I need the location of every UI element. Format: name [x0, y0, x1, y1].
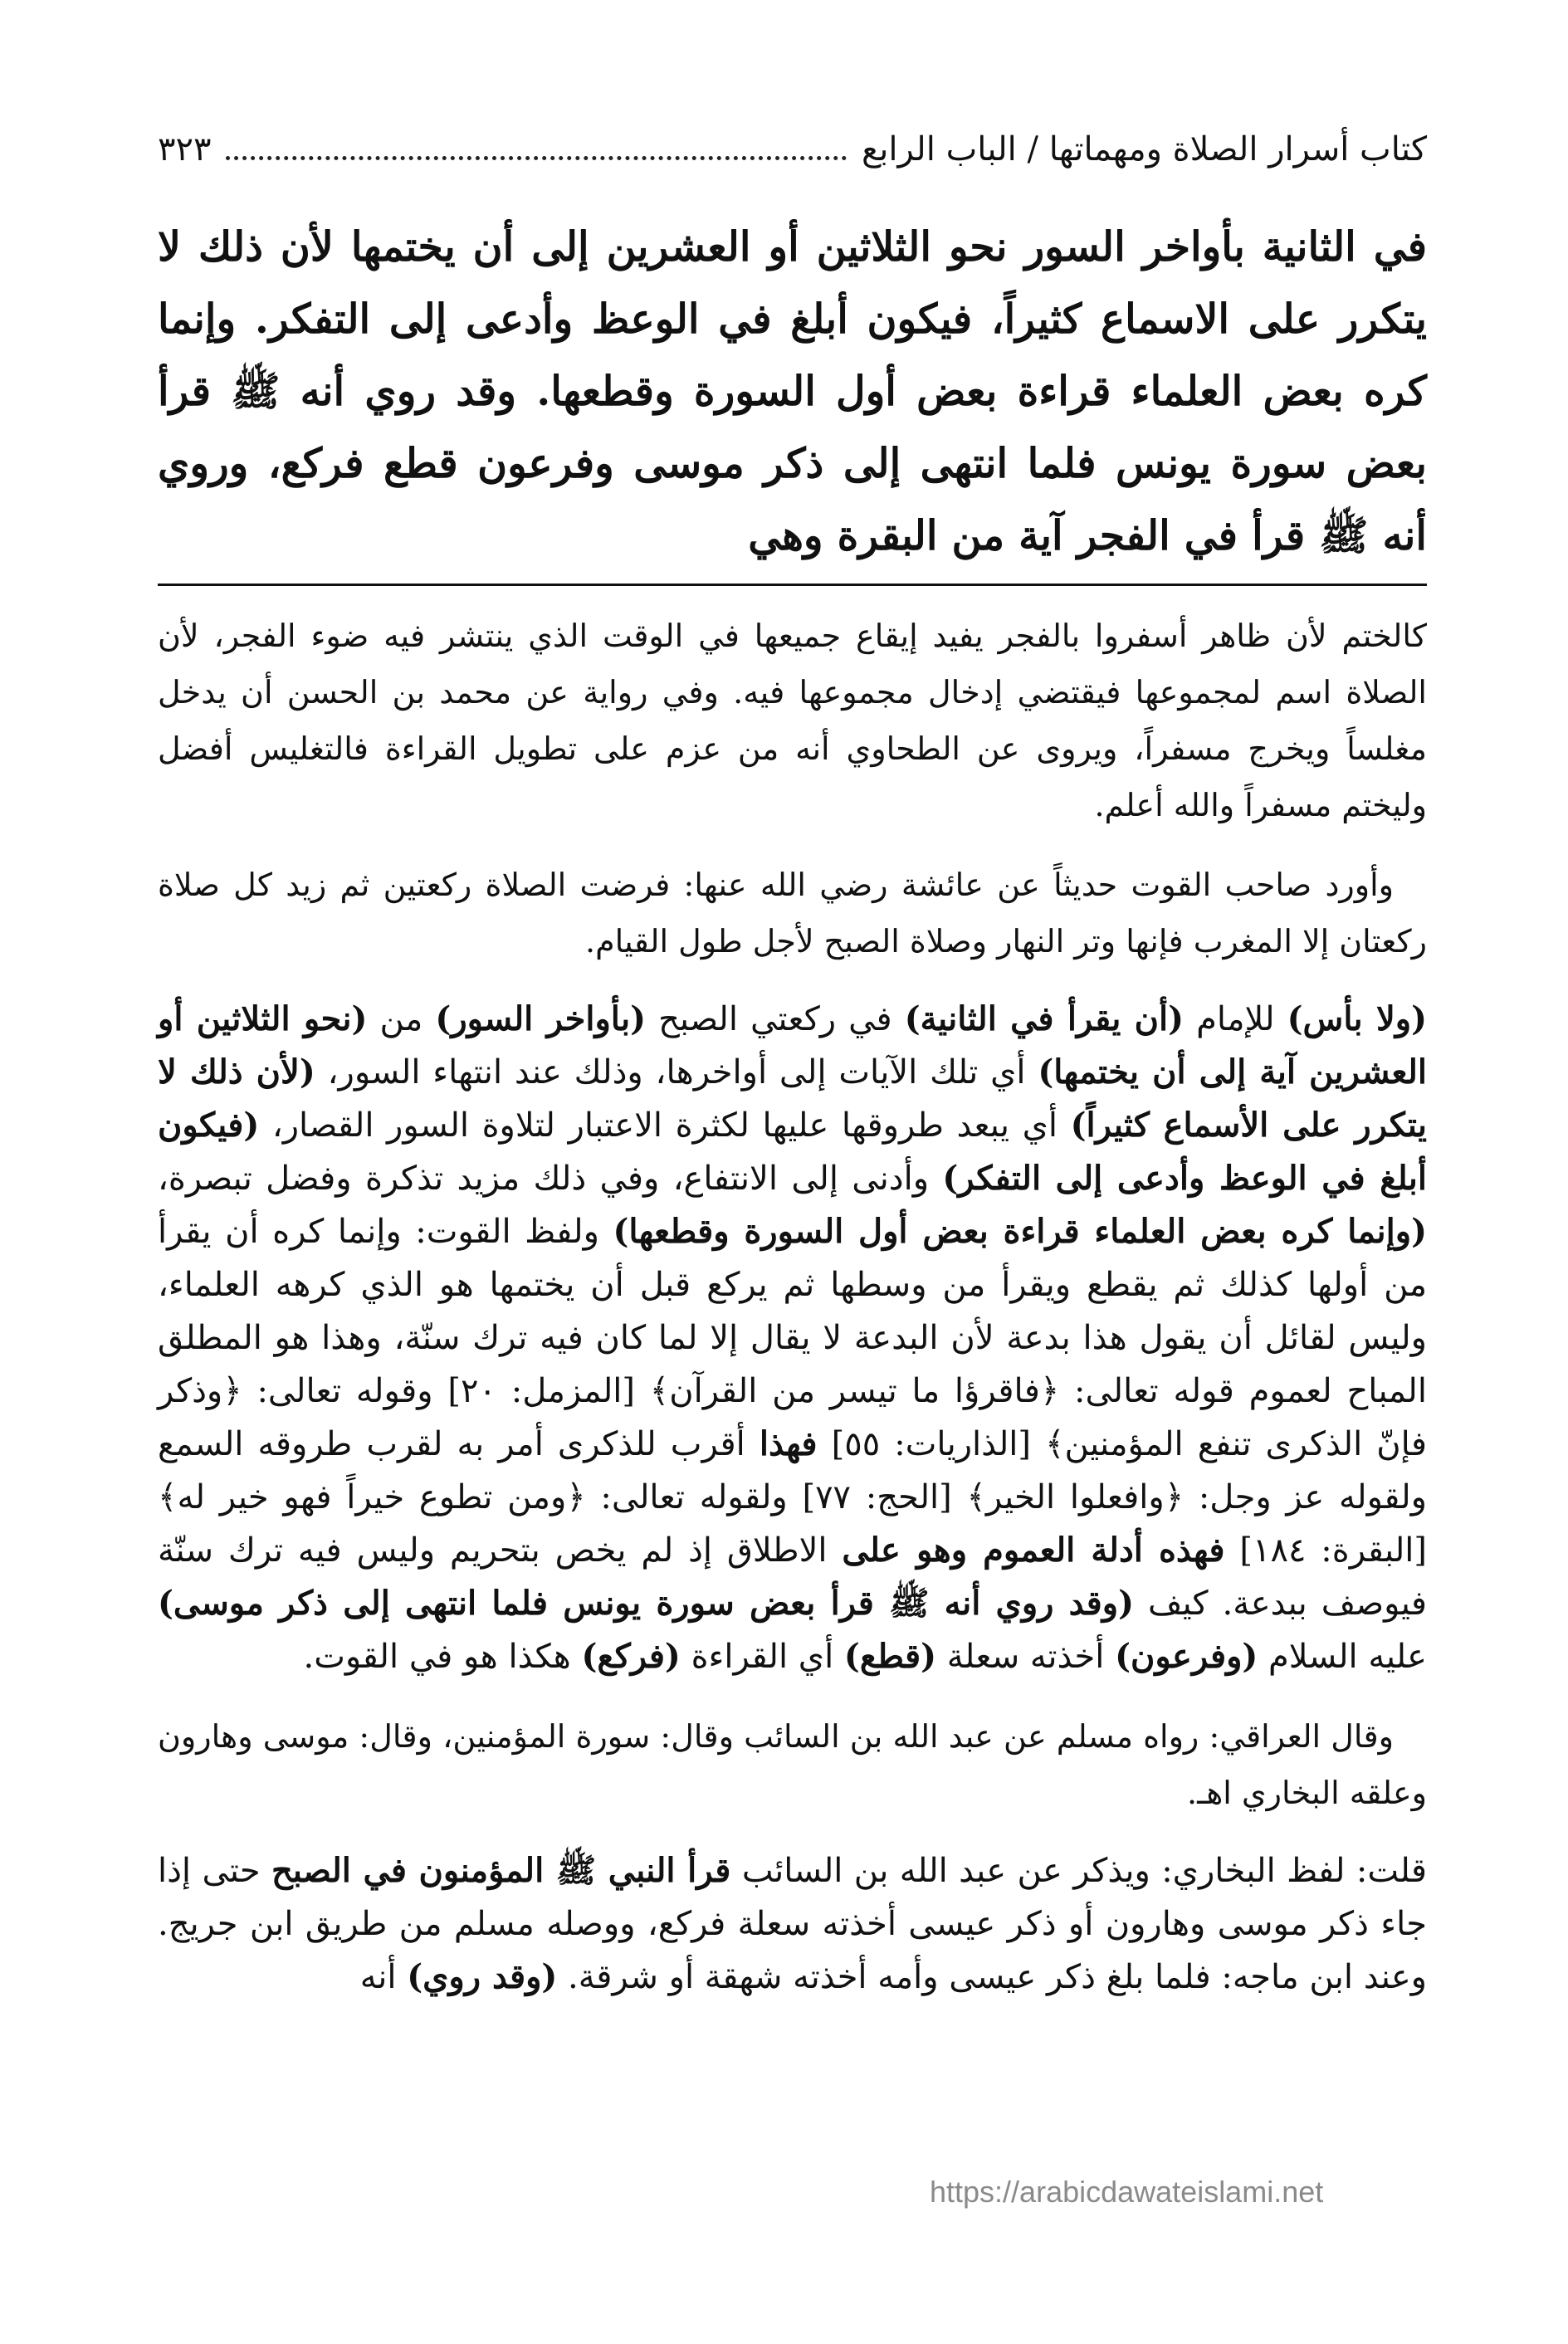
footnote-paragraph-1: كالختم لأن ظاهر أسفروا بالفجر يفيد إيقاع جميعها في الوقت الذي ينتشر فيه ضوء الفجر، لأن الصلاة اسم لمجموعها فيقتضي إدخال مجموعها فيه. وفي رواية عن محمد بن الحسن أن يدخل مغلساً ويخرج مسفراً، ويروى عن الطحاوي أنه من عزم على تطويل القراءة فالتغليس أفضل وليختم مسفراً والله أعلم. — [158, 618, 1427, 823]
matn-quote: (قطع) — [843, 1637, 936, 1676]
bold-phrase: فهذه أدلة العموم وهو على — [842, 1531, 1225, 1570]
running-head-title: كتاب أسرار الصلاة ومهماتها / الباب الرابع — [861, 130, 1427, 168]
sharh-text: عليه السلام — [1258, 1638, 1427, 1676]
sharh-text: للإمام — [1184, 1000, 1287, 1038]
matn-quote: (وفرعون) — [1115, 1637, 1258, 1676]
sharh-text: أي يبعد طروقها عليها لكثرة الاعتبار لتلاوة السور القصار، — [259, 1106, 1071, 1145]
running-head — [158, 125, 1427, 174]
matn-quote: (نحو الثلاثين أو العشرين آية إلى أن يختمها) — [158, 999, 1427, 1091]
watermark-url: https://arabicdawateislami.net — [930, 2175, 1324, 2209]
footnotes — [158, 608, 1427, 969]
sharh-text: وأدنى إلى الانتفاع، وفي ذلك مزيد تذكرة وفضل تبصرة، — [158, 1160, 943, 1198]
iraqi-note-text: وقال العراقي: رواه مسلم عن عبد الله بن السائب وقال: سورة المؤمنين، وقال: موسى وهارون وعلقه البخاري اهـ. — [158, 1718, 1427, 1811]
iraqi-note — [158, 1708, 1427, 1821]
matn-quote: (فركع) — [581, 1637, 681, 1676]
dotted-leader — [226, 156, 847, 160]
bold-phrase: قرأ النبي ﷺ المؤمنون في الصبح — [271, 1851, 731, 1890]
closing-text: أنه — [359, 1958, 408, 1996]
page-number: ٣٢٣ — [158, 130, 212, 168]
matn-quote: (وإنما كره بعض العلماء قراءة بعض أول السورة وقطعها) — [613, 1212, 1428, 1251]
sharh-text: من — [367, 1000, 436, 1038]
matn-quote: (وقد روي أنه ﷺ قرأ بعض سورة يونس فلما انتهى إلى ذكر موسى) — [158, 1584, 1135, 1623]
closing-paragraph — [158, 1844, 1427, 2004]
sharh-text: الاطلاق إذ لم يخص بتحريم وليس فيه ترك سنّة فيوصف ببدعة. كيف — [158, 1531, 1427, 1623]
main-text: في الثانية بأواخر السور نحو الثلاثين أو العشرين إلى أن يختمها لأن ذلك لا يتكرر على الاسماع كثيراً، فيكون أبلغ في الوعظ وأدعى إلى التفكر. وإنما كره بعض العلماء قراءة بعض أول السورة وقطعها. وقد روي أنه ﷺ قرأ بعض سورة يونس فلما انتهى إلى ذكر موسى وفرعون قطع فركع، وروي أنه ﷺ قرأ في الفجر آية من البقرة وهي — [158, 222, 1427, 559]
footnote-paragraph-2: وأورد صاحب القوت حديثاً عن عائشة رضي الله عنها: فرضت الصلاة ركعتين ثم زيد كل صلاة ركعتان إلا المغرب فإنها وتر النهار وصلاة الصبح لأجل طول القيام. — [158, 867, 1427, 960]
closing-text: قلت: لفظ البخاري: ويذكر عن عبد الله بن السائب — [730, 1852, 1427, 1890]
commentary-paragraph — [158, 993, 1427, 1683]
footnote-divider — [158, 584, 1427, 586]
sharh-text: أي القراءة — [680, 1638, 844, 1676]
closing-text: حتى إذا جاء ذكر موسى وهارون أو ذكر عيسى أخذته سعلة فركع، ووصله مسلم من طريق ابن جريج. وعند ابن ماجه: فلما بلغ ذكر عيسى وأمه أخذته شهقة أو شرقة. — [158, 1852, 1427, 1996]
sharh-text: هكذا هو في القوت. — [303, 1638, 582, 1676]
sharh-text: في ركعتي الصبح — [646, 1000, 905, 1038]
sharh-text: أقرب للذكرى أمر به لقرب طروقه السمع ولقوله عز وجل: ﴿وافعلوا الخير﴾ [الحج: ٧٧] ولقوله تعالى: ﴿ومن تطوع خيراً فهو خير له﴾ [البقرة: ١٨٤] — [158, 1425, 1428, 1570]
sharh-text: أي تلك الآيات إلى أواخرها، وذلك عند انتهاء السور، — [315, 1053, 1038, 1091]
matn-quote: (فيكون أبلغ في الوعظ وأدعى إلى التفكر) — [158, 1106, 1427, 1198]
sharh-text: أخذته سعلة — [936, 1638, 1116, 1676]
matn-quote: (ولا بأس) — [1287, 999, 1428, 1038]
bold-phrase: فهذا — [759, 1424, 818, 1463]
matn-quote: (وقد روي) — [407, 1957, 558, 1996]
matn-quote: (لأن ذلك لا يتكرر على الأسماع كثيراً) — [158, 1052, 1427, 1145]
matn-quote: (بأواخر السور) — [435, 999, 647, 1038]
matn-quote: (أن يقرأ في الثانية) — [904, 999, 1185, 1038]
sharh-text: ولفظ القوت: وإنما كره أن يقرأ من أولها كذلك ثم يقطع ويقرأ من وسطها ثم يركع قبل أن يختمها هو الذي كرهه العلماء، وليس لقائل أن يقول هذا بدعة لأن البدعة لا يقال إلا لما كان فيه ترك سنّة، وهذا هو المطلق المباح لعموم قوله تعالى: ﴿فاقرؤا ما تيسر من القرآن﴾ [المزمل: ٢٠] وقوله تعالى: ﴿وذكر فإنّ الذكرى تنفع المؤمنين﴾ [الذاريات: ٥٥] — [158, 1213, 1427, 1463]
